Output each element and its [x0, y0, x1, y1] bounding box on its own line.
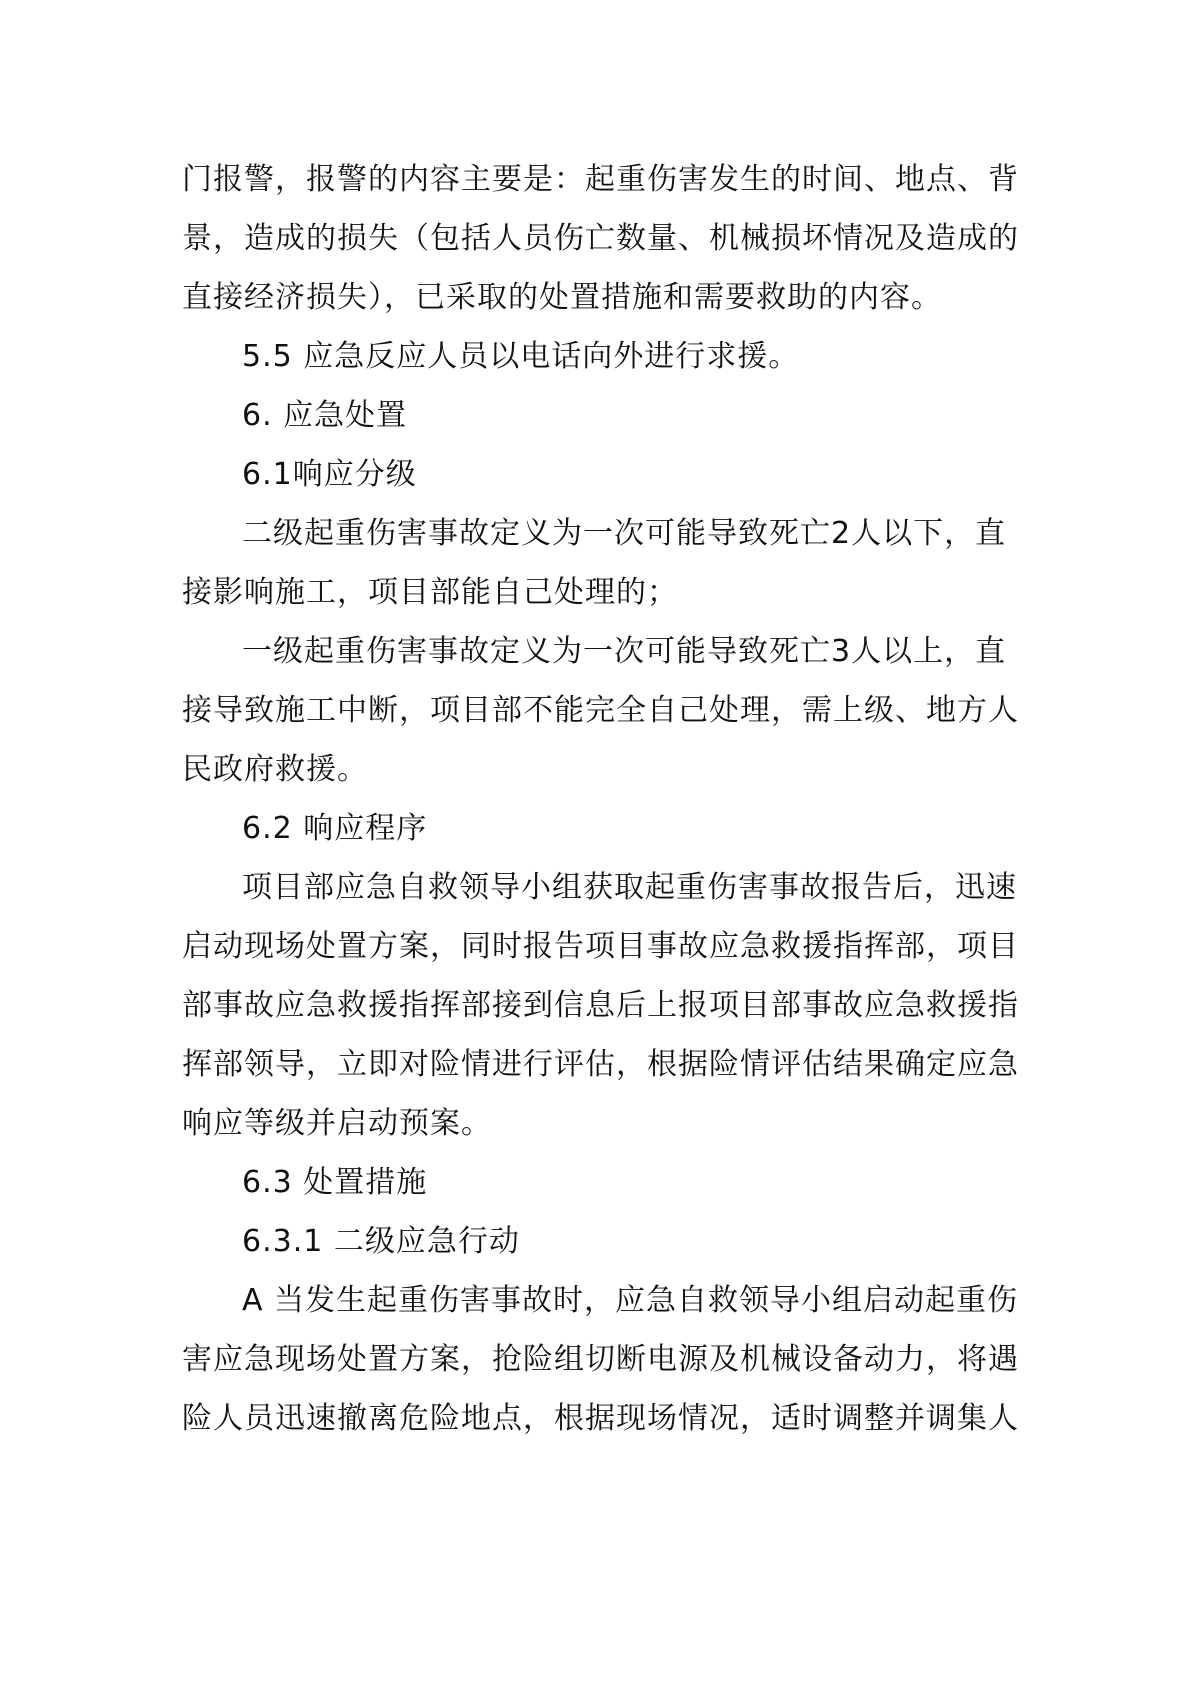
section-heading: 6.3.1 二级应急行动	[242, 1224, 520, 1259]
section-heading: 6.3 处置措施	[242, 1165, 428, 1200]
body-text-line: 二级起重伤害事故定义为一次可能导致死亡2人以下，直	[242, 516, 1007, 551]
body-text-line: 直接经济损失），已采取的处置措施和需要救助的内容。	[182, 280, 942, 315]
body-text-line: 接导致施工中断，项目部不能完全自己处理，需上级、地方人	[182, 693, 1019, 728]
body-text-line: A 当发生起重伤害事故时，应急自救领导小组启动起重伤	[242, 1283, 1019, 1318]
body-text-line: 项目部应急自救领导小组获取起重伤害事故报告后，迅速	[242, 870, 1017, 905]
body-text-line: 门报警，报警的内容主要是：起重伤害发生的时间、地点、背	[182, 162, 1019, 197]
section-heading: 6. 应急处置	[242, 398, 408, 433]
body-text-line: 部事故应急救援指挥部接到信息后上报项目部事故应急救援指	[182, 988, 1019, 1023]
body-text-line: 害应急现场处置方案，抢险组切断电源及机械设备动力，将遇	[182, 1342, 1019, 1377]
body-text-line: 启动现场处置方案，同时报告项目事故应急救援指挥部，项目	[182, 929, 1019, 964]
body-text-line: 景，造成的损失（包括人员伤亡数量、机械损坏情况及造成的	[182, 221, 1019, 256]
section-heading: 6.1响应分级	[242, 457, 417, 492]
body-text-line: 接影响施工，项目部能自己处理的；	[182, 575, 678, 610]
body-text-line: 挥部领导，立即对险情进行评估，根据险情评估结果确定应急	[182, 1047, 1019, 1082]
body-text-line: 一级起重伤害事故定义为一次可能导致死亡3人以上，直	[242, 634, 1007, 669]
body-text-line: 险人员迅速撤离危险地点，根据现场情况，适时调整并调集人	[182, 1401, 1019, 1436]
section-heading: 6.2 响应程序	[242, 811, 428, 846]
body-text-line: 响应等级并启动预案。	[182, 1106, 492, 1141]
section-heading: 5.5 应急反应人员以电话向外进行求援。	[242, 339, 800, 374]
body-text-line: 民政府救援。	[182, 752, 368, 787]
